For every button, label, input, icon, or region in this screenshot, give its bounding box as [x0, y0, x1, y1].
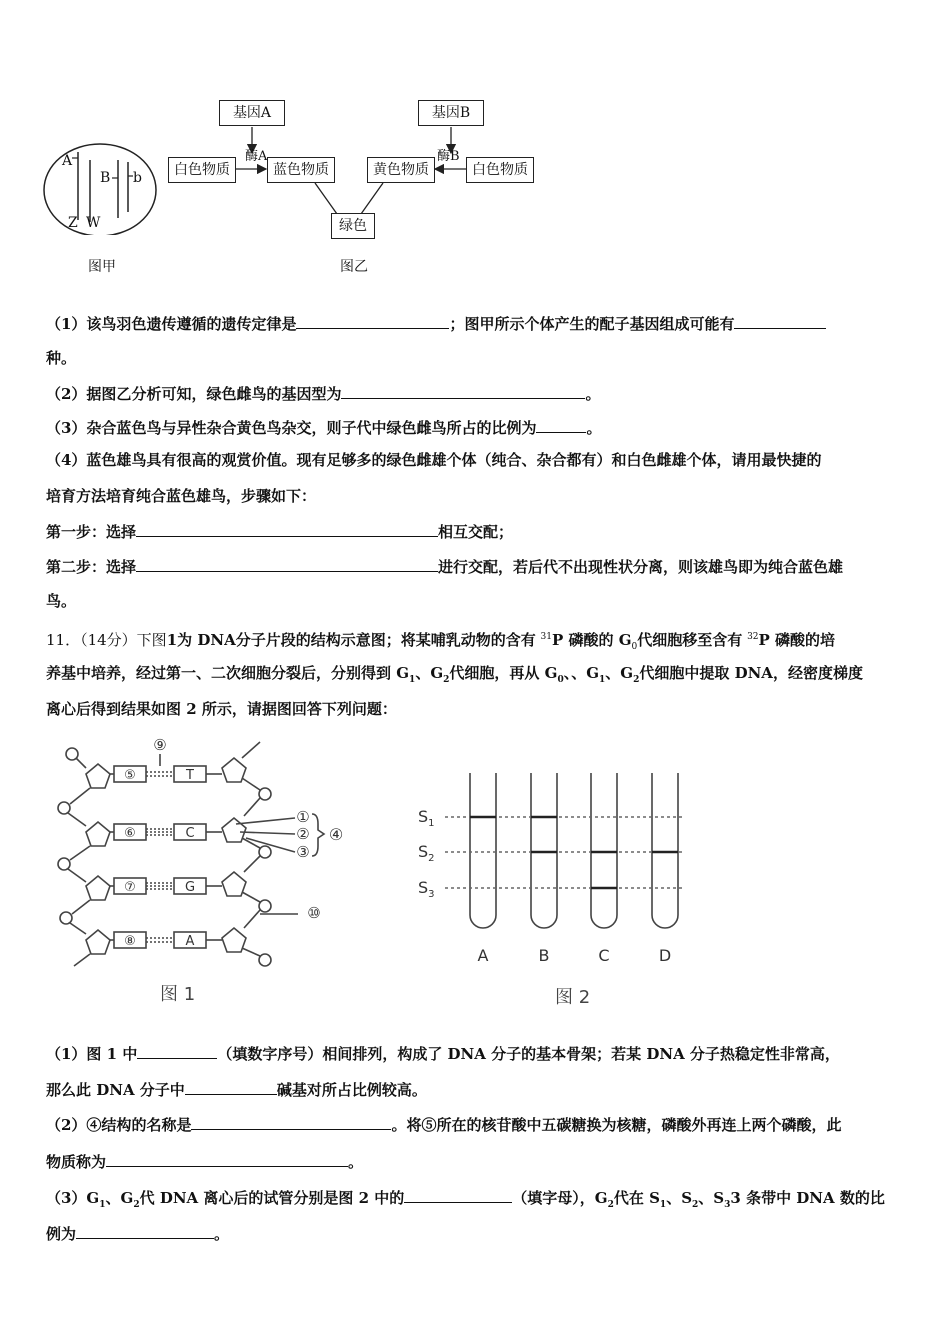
white-substance-right-box: 白色物质	[466, 157, 534, 183]
q11-intro-line2: 养基中培养，经过第一、二次细胞分裂后，分别得到 $G_1$、$G_2$代细胞，再从 $G_0$、、$G_1$、$G_2$代细胞中提取 DNA，经密度梯度	[46, 664, 863, 685]
q11-part2-cont: 物质称为 。	[46, 1150, 363, 1172]
q11-intro-line1: 11．（14分）下图1为 DNA分子片段的结构示意图；将某哺乳动物的含有 $^{31}$P 磷酸的 $G_0$代细胞移至含有 $^{32}$P 磷酸的培	[46, 631, 836, 652]
q10-part1-cont: 种。	[46, 349, 77, 367]
answer-blank[interactable]	[76, 1222, 214, 1239]
tube-label-D: D	[658, 946, 672, 965]
answer-blank[interactable]	[137, 1042, 217, 1059]
figure-yi-caption: 图乙	[340, 259, 368, 275]
q10-part3: （3）杂合蓝色鸟与异性杂合黄色鸟杂交，则子代中绿色雌鸟所占的比例为 。	[46, 416, 601, 438]
label-7: ⑦	[124, 880, 136, 895]
q10-step1: 第一步：选择 相互交配；	[46, 520, 513, 542]
q10-step2-cont: 鸟。	[46, 592, 77, 610]
answer-blank[interactable]	[136, 520, 438, 537]
tube-label-C: C	[598, 946, 610, 965]
answer-blank[interactable]	[341, 382, 585, 399]
answer-blank[interactable]	[536, 416, 586, 433]
q11-part1: （1）图 1 中 （填数字序号）相间排列，构成了 DNA 分子的基本骨架；若某 DNA 分子热稳定性非常高，	[46, 1042, 840, 1064]
answer-blank[interactable]	[185, 1078, 277, 1095]
label-5: ⑤	[124, 768, 136, 783]
q11-part3-cont: 例为 。	[46, 1222, 229, 1244]
label-4: ④	[328, 825, 344, 844]
answer-blank[interactable]	[136, 555, 438, 572]
q10-part1: （1）该鸟羽色遗传遵循的遗传定律是 ；图甲所示个体产生的配子基因组成可能有	[46, 312, 826, 334]
yellow-substance-box: 黄色物质	[367, 157, 435, 183]
answer-blank[interactable]	[106, 1150, 348, 1167]
q11-part3: $(3)G_1$、$G_2$代 DNA 离心后的试管分别是图 2 中的 （填字母），$G_2$代在 $S_1$、$S_2$、$S_33$ 条带中 DNA 数的比	[46, 1186, 885, 1215]
allele-b-label: b	[133, 170, 142, 186]
green-box: 绿色	[331, 213, 375, 239]
label-1: ①	[296, 808, 310, 826]
gene-A-box: 基因A	[219, 100, 285, 126]
q11-intro-line3: 离心后得到结果如图 2 所示，请据图回答下列问题：	[46, 700, 397, 718]
q11-part1-cont: 那么此 DNA 分子中 碱基对所占比例较高。	[46, 1078, 427, 1100]
allele-A-label: A	[62, 153, 73, 169]
tube-C	[591, 773, 617, 928]
allele-B-label: B	[100, 170, 111, 186]
figure-yi	[165, 95, 545, 255]
answer-blank[interactable]	[404, 1186, 512, 1203]
label-8: ⑧	[124, 934, 136, 949]
q10-part4: （4）蓝色雄鸟具有很高的观赏价值。现有足够多的绿色雌雄个体（纯合、杂合都有）和白色雌雄个体，请用最快捷的	[46, 451, 822, 469]
tube-D	[652, 773, 678, 928]
q11-part2: （2）④结构的名称是 。将⑤所在的核苷酸中五碳糖换为核糖，磷酸外再连上两个磷酸，此	[46, 1113, 841, 1135]
blue-substance-box: 蓝色物质	[267, 157, 335, 183]
tube-A	[470, 773, 496, 928]
band-label-S3: $S_3$	[418, 878, 435, 900]
figure-jia-caption: 图甲	[88, 259, 116, 275]
label-2: ②	[296, 825, 310, 843]
figure-1-caption: 图 1	[160, 984, 196, 1005]
label-6: ⑥	[124, 826, 136, 841]
tube-label-A: A	[477, 946, 489, 965]
label-3: ③	[296, 843, 310, 861]
deoxyribose-pentagon	[86, 764, 110, 788]
enzyme-A-label: 酶A	[245, 149, 268, 164]
answer-blank[interactable]	[296, 312, 449, 329]
q10-part2: （2）据图乙分析可知，绿色雌鸟的基因型为 。	[46, 382, 600, 404]
answer-blank[interactable]	[191, 1113, 391, 1130]
band-label-S1: $S_1$	[418, 807, 435, 829]
figure-jia	[42, 140, 162, 235]
base-T: T	[186, 768, 194, 783]
base-A: A	[185, 934, 195, 949]
answer-blank[interactable]	[734, 312, 826, 329]
q10-step2: 第二步：选择 进行交配，若后代不出现性状分离，则该雄鸟即为纯合蓝色雄	[46, 555, 843, 577]
enzyme-B-label: 酶B	[437, 149, 460, 164]
chromosome-circle-diagram	[42, 140, 162, 235]
band-label-S2: $S_2$	[418, 842, 435, 864]
tube-label-B: B	[538, 946, 550, 965]
base-G: G	[184, 880, 196, 895]
white-substance-left-box: 白色物质	[168, 157, 236, 183]
gene-B-box: 基因B	[418, 100, 484, 126]
chromosome-Z-label: Z	[68, 215, 78, 231]
figure-2-caption: 图 2	[555, 987, 591, 1008]
label-9: ⑨	[153, 736, 167, 754]
chromosome-W-label: W	[86, 215, 101, 231]
base-C: C	[185, 826, 195, 841]
centrifuge-tubes-figure	[415, 765, 695, 970]
dna-structure-figure	[50, 734, 350, 974]
q10-part4-cont: 培育方法培育纯合蓝色雄鸟，步骤如下：	[46, 487, 317, 505]
label-10: ⑩	[307, 904, 321, 922]
tube-B	[531, 773, 557, 928]
